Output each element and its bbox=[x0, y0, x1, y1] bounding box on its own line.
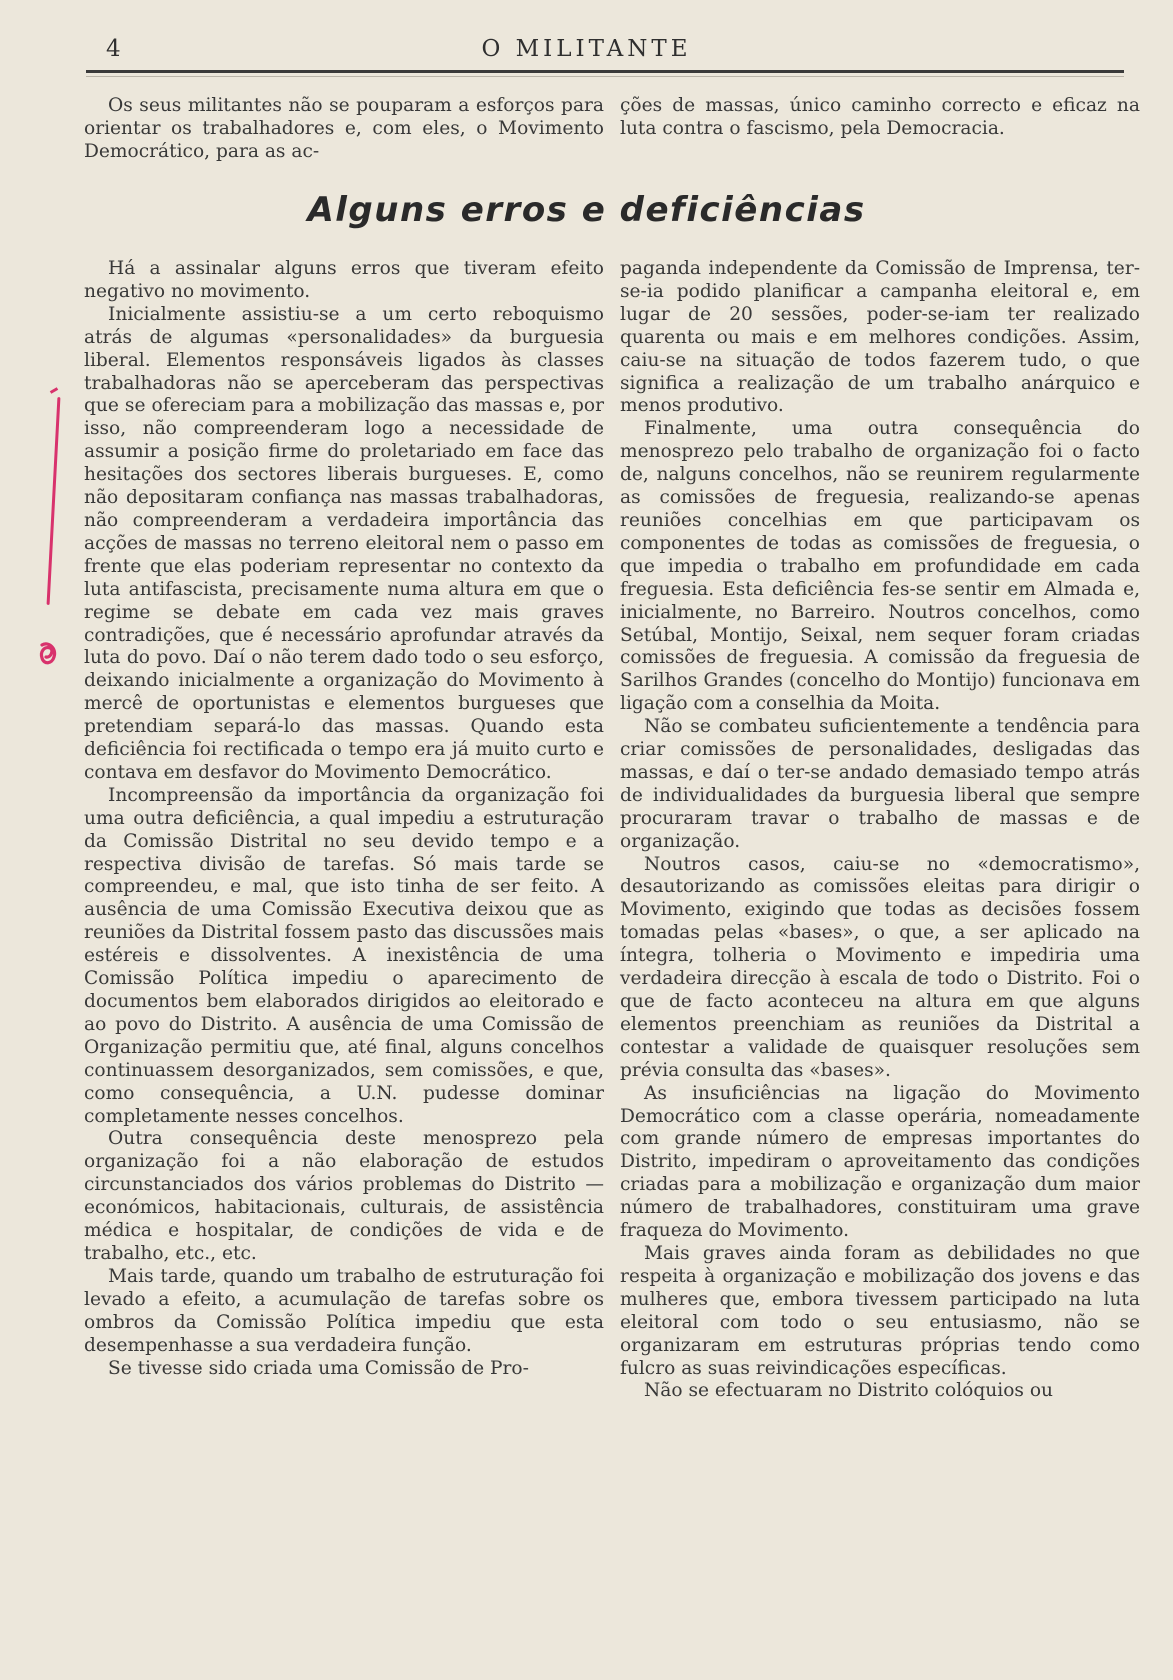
paragraph: Finalmente, uma outra consequência do menosprezo pelo trabalho de organização foi o facto de, nalguns concelhos, não se reunirem regularmente as comissões de freguesia, realizando-se apenas reuniões concelhias em que participavam os componentes de todas as comissões de freguesia, o que impedia o trabalho em profundidade em cada freguesia. Esta deficiência fes-se sentir em Almada e, inicialmente, no Barreiro. Noutros concelhos, como Setúbal, Montijo, Seixal, nem sequer foram criadas comissões de freguesia. A comissão da freguesia de Sarilhos Grandes (concelho do Montijo) funcionava em ligação com a conselhia da Moita. bbox=[620, 418, 1140, 715]
paragraph: Se tivesse sido criada uma Comissão de Pro- bbox=[108, 1357, 529, 1379]
paragraph: Mais graves ainda foram as debilidades no que respeita à organização e mobilização dos jovens e das mulheres que, embora tivessem participado na luta eleitoral com todo o seu entusiasmo, não se organizaram em estruturas próprias tendo como fulcro as suas reivindicações específicas. bbox=[620, 1242, 1140, 1379]
continuation-paragraph-left: Os seus militantes não se pouparam a esforços para orientar os trabalhadores e, com eles, o Movimento Democrático, para as ac- bbox=[84, 95, 604, 162]
header-rule-faint bbox=[86, 76, 1124, 77]
article-right-column bbox=[620, 258, 1140, 1403]
paragraph: paganda independente da Comissão de Imprensa, ter-se-ia podido planificar a campanha eleitoral e, em lugar de 20 sessões, poder-se-iam ter realizado quarenta ou mais e em melhores condições. Assim, caiu-se na situação de todos fazerem tudo, o que significa a realização de um trabalho anárquico e menos produtivo. bbox=[620, 258, 1140, 417]
paragraph: Outra consequência deste menosprezo pela organização foi a não elaboração de estudos circunstanciados dos vários problemas do Distrito — económicos, habitacionais, culturais, de assistência médica e hospitalar, de condições de vida e de trabalho, etc., etc. bbox=[84, 1128, 604, 1264]
page-number: 4 bbox=[106, 36, 122, 62]
paragraph: Noutros casos, caiu-se no «democratismo», desautorizando as comissões eleitas para dirigir o Movimento, exigindo que todas as decisões fossem tomadas pelas «bases», o que, a ser aplicado na íntegra, tolheria o Movimento e impediria uma verdadeira direcção à escala de todo o Distrito. Foi o que de facto aconteceu na altura em que alguns elementos preenchiam as reuniões da Distrital a contestar a validade de quaisquer resoluções sem prévia consulta das «bases». bbox=[620, 853, 1140, 1081]
paragraph: Mais tarde, quando um trabalho de estruturação foi levado a efeito, a acumulação de tarefas sobre os ombros da Comissão Política impediu que esta desempenhasse a sua verdadeira função. bbox=[84, 1265, 604, 1356]
paragraph: Há a assinalar alguns erros que tiveram efeito negativo no movimento. bbox=[84, 258, 604, 302]
continuation-left-column bbox=[84, 95, 604, 164]
pen-annotation-margin-line bbox=[47, 397, 61, 605]
header-rule bbox=[86, 70, 1124, 73]
continuation-paragraph-right: ções de massas, único caminho correcto e eficaz na luta contra o fascismo, pela Democracia. bbox=[620, 95, 1140, 139]
pen-annotation-tick bbox=[50, 387, 58, 394]
section-title: Alguns erros e deficiências bbox=[307, 190, 866, 230]
paragraph: Não se combateu suficientemente a tendência para criar comissões de personalidades, desligadas das massas, e daí o ter-se andado demasiado tempo atrás de individualidades da burguesia liberal que sempre procuraram travar o trabalho de massas e de organização. bbox=[620, 716, 1140, 852]
running-head: O MILITANTE bbox=[481, 36, 692, 62]
continuation-right-column bbox=[620, 95, 1140, 141]
paragraph: Não se efectuaram no Distrito colóquios ou bbox=[644, 1380, 1054, 1402]
pen-annotation-mark-icon bbox=[38, 640, 60, 668]
paragraph: Inicialmente assistiu-se a um certo reboquismo atrás de algumas «personalidades» da burguesia liberal. Elementos responsáveis ligados às classes trabalhadoras não se aperceberam das perspectivas que se ofereciam para a mobilização das massas e, por isso, não compreenderam logo a necessidade de assumir a posição firme do proletariado em face das hesitações dos sectores liberais burgueses. E, como não depositaram confiança nas massas trabalhadoras, não compreenderam a verdadeira importância das acções de massas no terreno eleitoral nem o passo em frente que elas poderiam representar no contexto da luta antifascista, precisamente numa altura em que o regime se debate em cada vez mais graves contradições, que é necessário aprofundar através da luta do povo. Daí o não terem dado todo o seu esforço, deixando inicialmente a organização do Movimento à mercê de oportunistas e elementos burgueses que pretendiam separá-lo das massas. Quando esta deficiência foi rectificada o tempo era já muito curto e contava em desfavor do Movimento Democrático. bbox=[84, 303, 604, 783]
paragraph: As insuficiências na ligação do Movimento Democrático com a classe operária, nomeadamente com grande número de empresas importantes do Distrito, impediram o aproveitamento das condições criadas para a mobilização e organização dum maior número de trabalhadores, constituiram uma grave fraqueza do Movimento. bbox=[620, 1082, 1140, 1242]
paragraph: Incompreensão da importância da organização foi uma outra deficiência, a qual impediu a estruturação da Comissão Distrital no seu devido tempo e a respectiva divisão de tarefas. Só mais tarde se compreendeu, e mal, que isto tinha de ser feito. A ausência de uma Comissão Executiva deixou que as reuniões da Distrital fossem pasto das discussões mais estéreis e dissolventes. A inexistência de uma Comissão Política impediu o aparecimento de documentos bem elaborados dirigidos ao eleitorado e ao povo do Distrito. A ausência de uma Comissão de Organização permitiu que, até final, alguns concelhos continuassem desorganizados, sem comissões, e que, como consequência, a U.N. pudesse dominar completamente nesses concelhos. bbox=[84, 784, 604, 1127]
article-left-column bbox=[84, 258, 604, 1380]
